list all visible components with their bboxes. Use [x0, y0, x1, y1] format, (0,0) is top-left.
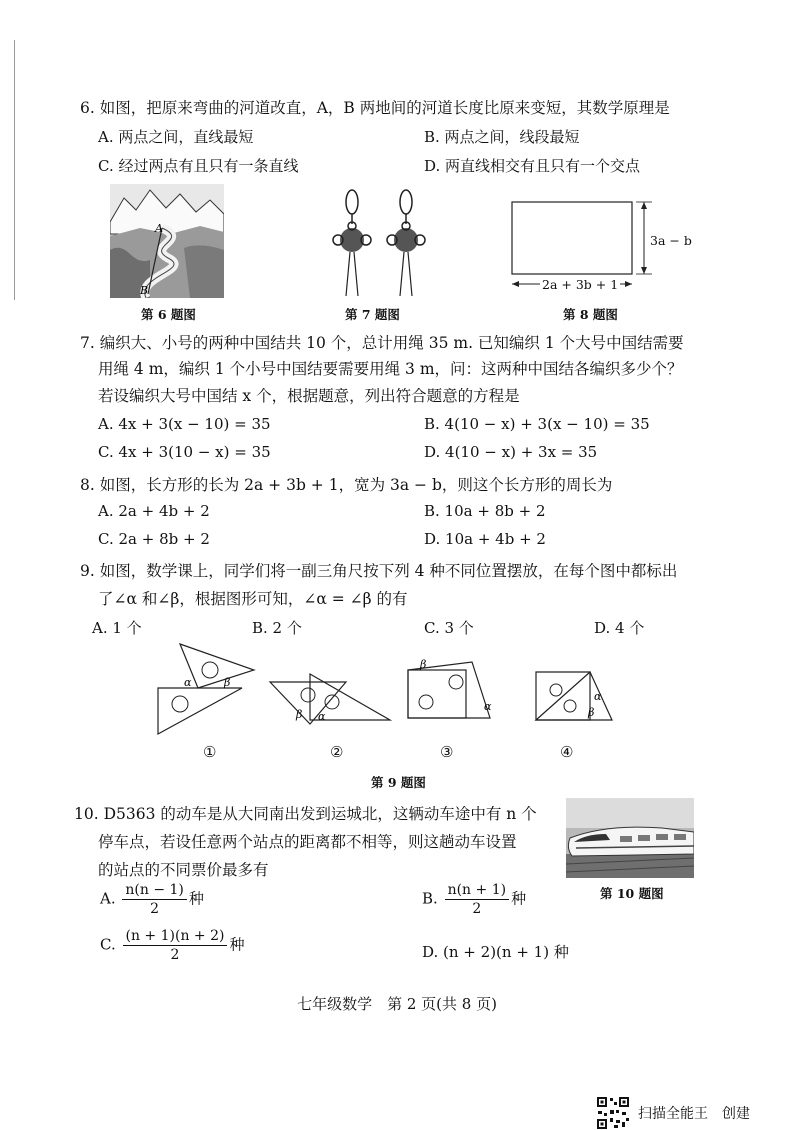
knot-icon [387, 190, 425, 296]
q9-fig-number-2: ② [330, 743, 344, 761]
q10-option-c-unit: 种 [229, 935, 245, 954]
q7-option-b: B. 4(10 − x) + 3(x − 10) = 35 [424, 415, 650, 433]
q9-fig4-beta-label: β [588, 706, 595, 719]
q9-figure-4 [536, 672, 612, 720]
q10-option-c-denominator: 2 [170, 947, 180, 963]
q9-fig3-alpha-label: α [484, 700, 492, 713]
q10-caption: 第 10 题图 [600, 886, 664, 901]
q10-option-c-numerator: (n + 1)(n + 2) [123, 928, 228, 946]
q10-stem-line-3: 的站点的不同票价最多有 [98, 861, 269, 879]
q9-option-c: C. 3 个 [424, 619, 474, 637]
q6-option-d: D. 两直线相交有且只有一个交点 [424, 157, 641, 175]
q10-option-d: D. (n + 2)(n + 1) 种 [422, 943, 569, 961]
q8-stem: 8. 如图，长方形的长为 2a + 3b + 1，宽为 3a − b，则这个长方形的周长为 [80, 476, 613, 494]
q10-option-b [422, 882, 526, 917]
q9-figure-1 [158, 644, 254, 734]
q7-option-a: A. 4x + 3(x − 10) = 35 [98, 415, 271, 433]
q9-fig-number-4: ④ [560, 743, 574, 761]
q10-option-a-unit: 种 [188, 889, 204, 908]
q6-caption: 第 6 题图 [141, 307, 196, 322]
q9-stem-line-1: 9. 如图，数学课上，同学们将一副三角尺按下列 4 种不同位置摆放，在每个图中都标出 [80, 562, 678, 580]
q9-option-a: A. 1 个 [92, 619, 142, 637]
q10-option-b-numerator: n(n + 1) [445, 882, 510, 900]
q9-figure-3 [408, 658, 492, 718]
q10-option-a-denominator: 2 [150, 901, 160, 917]
q10-train-photo [566, 798, 694, 878]
q7-stem-line-2: 用绳 4 m，编织 1 个小号中国结要需要用绳 3 m，问：这两种中国结各编织多少个？ [98, 360, 683, 378]
q6-option-b: B. 两点之间，线段最短 [424, 128, 580, 146]
q7-stem-line-1: 7. 编织大、小号的两种中国结共 10 个，总计用绳 35 m. 已知编织 1 个大号中国结需要 [80, 334, 684, 352]
q9-fig-number-3: ③ [440, 743, 454, 761]
q8-option-c: C. 2a + 8b + 2 [98, 530, 210, 548]
q9-option-d: D. 4 个 [594, 619, 645, 637]
q7-caption: 第 7 题图 [345, 307, 400, 322]
q9-stem-line-2: 了∠α 和∠β，根据图形可知，∠α = ∠β 的有 [98, 590, 408, 608]
scanner-watermark [596, 1096, 750, 1130]
q6-stem: 6. 如图，把原来弯曲的河道改直，A，B 两地间的河道长度比原来变短，其数学原理是 [80, 99, 670, 117]
qr-code-icon [596, 1096, 630, 1130]
q9-fig1-alpha-label: α [184, 676, 192, 689]
q7-stem-line-3: 若设编织大号中国结 x 个，根据题意，列出符合题意的方程是 [98, 387, 520, 405]
q9-fig4-alpha-label: α [594, 690, 602, 703]
q9-option-b: B. 2 个 [252, 619, 302, 637]
q10-option-a-letter: A. [100, 889, 116, 908]
knot-icon [333, 190, 371, 296]
q10-option-a [100, 882, 204, 917]
q10-option-c-letter: C. [100, 935, 116, 954]
q7-knots-figure [318, 184, 442, 300]
q9-figure-2 [270, 674, 390, 724]
q6-option-a: A. 两点之间，直线最短 [98, 128, 254, 146]
q6-label-b: B [140, 284, 149, 297]
q7-option-c: C. 4x + 3(10 − x) = 35 [98, 443, 271, 461]
q10-option-a-numerator: n(n − 1) [122, 882, 187, 900]
q8-caption: 第 8 题图 [563, 307, 618, 322]
q10-option-a-fraction [122, 882, 187, 917]
q9-fig1-beta-label: β [224, 676, 231, 689]
q6-label-a: A [155, 222, 163, 235]
q10-option-b-denominator: 2 [472, 901, 482, 917]
q10-option-c [100, 928, 244, 963]
q8-length-label: 2a + 3b + 1 [542, 277, 619, 292]
q9-fig2-beta-label: β [296, 708, 303, 721]
q10-option-b-letter: B. [422, 889, 438, 908]
q10-option-c-fraction [123, 928, 228, 963]
q9-fig-number-1: ① [203, 743, 217, 761]
q8-width-label: 3a − b [650, 233, 692, 248]
binding-margin-line [14, 40, 15, 300]
q8-option-d: D. 10a + 4b + 2 [424, 530, 546, 548]
q9-fig3-beta-label: β [420, 658, 427, 671]
q8-option-b: B. 10a + 8b + 2 [424, 502, 546, 520]
scanner-credit: 扫描全能王 创建 [638, 1106, 750, 1122]
q10-stem-line-2: 停车点，若设任意两个站点的距离都不相等，则这趟动车设置 [98, 833, 517, 851]
q10-option-b-fraction [445, 882, 510, 917]
q6-option-c: C. 经过两点有且只有一条直线 [98, 157, 299, 175]
q7-option-d: D. 4(10 − x) + 3x = 35 [424, 443, 598, 461]
q6-river-figure [110, 184, 224, 298]
q9-caption: 第 9 题图 [371, 775, 426, 790]
q10-option-b-unit: 种 [511, 889, 527, 908]
q8-option-a: A. 2a + 4b + 2 [98, 502, 210, 520]
page-footer: 七年级数学 第 2 页(共 8 页) [297, 995, 497, 1013]
q9-triangles-figure [150, 640, 630, 740]
q9-fig2-alpha-label: α [318, 710, 326, 723]
q10-stem-line-1: 10. D5363 的动车是从大同南出发到运城北，这辆动车途中有 n 个 [74, 805, 537, 823]
